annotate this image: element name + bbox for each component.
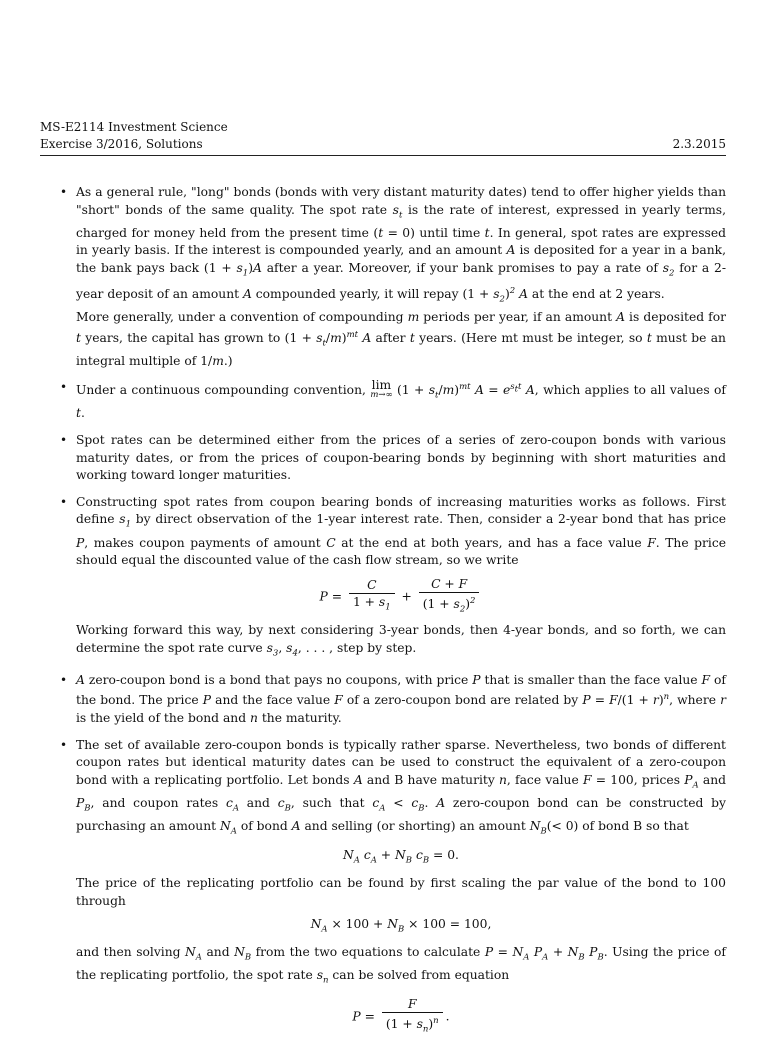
bullet-icon: • bbox=[60, 672, 68, 687]
equation-par: $N_A \times 100 + N_B \times 100 = 100$, bbox=[310, 917, 492, 935]
bullet-item-zero-coupon bbox=[60, 672, 726, 728]
bullet-icon: • bbox=[60, 494, 68, 509]
bullet-item-replicating bbox=[60, 737, 726, 1038]
bullet-item-coupon-bonds bbox=[60, 494, 726, 663]
header-date: 2.3.2015 bbox=[672, 137, 726, 151]
bullet-text: Under a continuous compounding convention, lim m→∞ $(1 + s_t/m)^{mt}$ $A = e^{s_tt}$ A, which applies to all values of t. bbox=[76, 378, 726, 421]
equation-price: P = $\frac{C}{1 + s_1}$ + $\frac{C + F}{(1 + s_2)^2}$ bbox=[76, 576, 726, 618]
bullet-text-continued: The price of the replicating portfolio can be found by first scaling the par value of the bond to 100 through bbox=[76, 876, 726, 908]
bullet-icon: • bbox=[60, 185, 68, 199]
course-title: MS-E2114 Investment Science bbox=[40, 120, 228, 134]
equation-coupon: $N_A$ $c_A + N_B$ $c_B = 0$. bbox=[343, 848, 459, 866]
bullet-text: Constructing spot rates from coupon bearing bonds of increasing maturities works as follows. First define $s_1$ by direct observation of the 1-year interest rate. Then, consider a 2-year bond that has price P, makes coupon payments of amount C at the end at both years, and has a face value F. The price should equal the discounted value of the cash flow stream, so we write bbox=[76, 494, 727, 568]
bullet-text: As a general rule, "long" bonds (bonds with very distant maturity dates) tend to offer higher yields than "short" bonds of the same quality. The spot rate $s_t$ is the rate of interest, expressed in yearly terms, charged for money held from the present time (t = 0) until time t. In general, spot rates are expressed in yearly basis. If the interest is compounded yearly, and an amount A is deposited for a year in a bank, the bank pays back $(1 + s_1)A$ after a year. Moreover, if your bank promises to pay a rate of $s_2$ for a 2-year deposit of an amount A compounded yearly, it will repay $(1 + s_2)^2$ A at the end at 2 years. bbox=[76, 185, 726, 305]
bullet-item-determination bbox=[60, 432, 726, 485]
bullet-text-continued: and then solving $N_A$ and $N_B$ from the two equations to calculate $P = N_A$ $P_A + N_B$ $P_B$. Using the price of the replicating portfolio, the spot rate $s_n$ can be solved from equation bbox=[76, 945, 726, 986]
page-header bbox=[40, 119, 726, 153]
bullet-icon: • bbox=[60, 380, 68, 395]
bullet-text: A zero-coupon bond is a bond that pays no coupons, with price P that is smaller than the face value F of the bond. The price P and the face value F of a zero-coupon bond are related by $P = F/(1 + r)^n$, where r is the yield of the bond and n the maturity. bbox=[76, 672, 726, 726]
bullet-item-spot-rates bbox=[60, 184, 726, 370]
bullet-text: The set of available zero-coupon bonds is typically rather sparse. Nevertheless, two bonds of different coupon rates but identical maturity dates can be used to construct the equivalent of a zero-coupon bond with a replicating portfolio. Let bonds A and B have maturity n, face value F = 100, prices $P_A$ and $P_B$, and coupon rates $c_A$ and $c_B$, such that $c_A < c_B$. A zero-coupon bond can be constructed by purchasing an amount $N_A$ of bond A and selling (or shorting) an amount $N_B(< 0)$ of bond B so that bbox=[76, 737, 726, 837]
bullet-icon: • bbox=[60, 433, 68, 448]
exercise-title: Exercise 3/2016, Solutions bbox=[40, 137, 203, 151]
bullet-text-continued: More generally, under a convention of compounding m periods per year, if an amount A is deposited for t years, the capital has grown to $(1 + s_t/m)^{mt}$ A after t years. (Here mt must be integer, so t must be an integral multiple of 1/m.) bbox=[76, 310, 727, 368]
bullet-icon: • bbox=[60, 737, 68, 752]
equation-spot: P = $\frac{F}{(1 + s_n)^n}$ . bbox=[352, 997, 450, 1035]
bullet-text: Spot rates can be determined either from the prices of a series of zero-coupon bonds with various maturity dates, or from the prices of coupon-bearing bonds by beginning with short maturities and working toward longer maturities. bbox=[76, 433, 726, 483]
bullet-text-continued: Working forward this way, by next considering 3-year bonds, then 4-year bonds, and so forth, we can determine the spot rate curve $s_3$, $s_4$, . . . , step by step. bbox=[76, 623, 726, 659]
header-rule bbox=[40, 155, 726, 156]
bullet-item-continuous bbox=[60, 379, 726, 423]
bullet-list bbox=[60, 184, 726, 1047]
